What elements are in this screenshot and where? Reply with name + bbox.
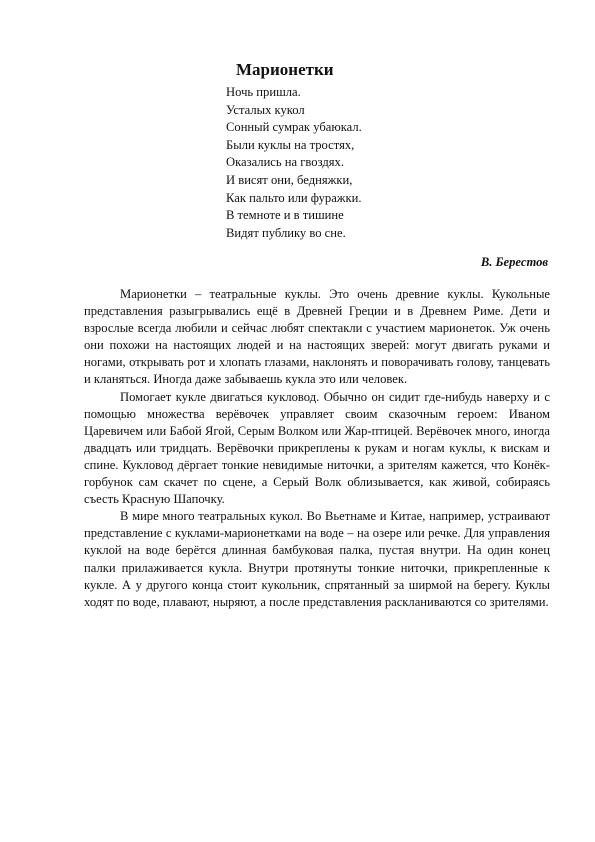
poem-line: Усталых кукол xyxy=(226,102,305,117)
document-title: Марионетки xyxy=(236,60,334,79)
poem-line: Ночь пришла. xyxy=(226,85,301,99)
paragraph: Марионетки – театральные куклы. Это очень древние куклы. Кукольные представления разыгрывались ещё в Древней Греции и в Древнем Риме. Дети и взрослые всегда любили и сейчас любят спектакли с участием марионеток. Уж очень они похожи на настоящих людей и на настоящих зверей: могут двигать руками и ногами, открывать рот и хлопать глазами, наклонять и поворачивать голову, танцевать и кланяться. Иногда даже забываешь кукла это или человек. xyxy=(84,287,550,387)
article-body xyxy=(84,286,550,611)
poem-line: Как пальто или фуражки. xyxy=(226,190,362,205)
poem-line: Сонный сумрак убаюкал. xyxy=(226,120,362,135)
paragraph: Помогает кукле двигаться кукловод. Обычно он сидит где-нибудь наверху и с помощью множества верёвочек управляет своим сказочным героем: Иваном Царевичем или Бабой Ягой, Серым Волком или Жар-птицей. Верёвочек много, иногда двадцать или тридцать. Верёвочки прикреплены к рукам и ногам куклы, к вискам и спине. Кукловод дёргает тонкие невидимые ниточки, а зрителям кажется, что Конёк-горбунок сам скачет по сцене, а Серый Волк облизывается, как живой, собираясь съесть Красную Шапочку. xyxy=(84,389,550,507)
poem-author: В. Берестов xyxy=(480,255,548,269)
poem-line: Видят публику во сне. xyxy=(226,225,346,240)
poem-line: И висят они, бедняжки, xyxy=(226,172,353,187)
poem xyxy=(226,84,362,242)
paragraph: В мире много театральных кукол. Во Вьетнаме и Китае, например, устраивают представление с куклами-марионетками на воде – на озере или речке. Для управления куклой на воде берётся длинная бамбуковая палка, пустая внутри. На один конец палки прилаживается кукла. Внутри протянуты тонкие ниточки, прикрепленные к кукле. А у другого конца стоит кукольник, спрятанный за ширмой на берегу. Куклы ходят по воде, плавают, ныряют, а после представления раскланиваются со зрителями. xyxy=(84,509,550,609)
poem-line: В темноте и в тишине xyxy=(226,208,344,223)
poem-line: Были куклы на тростях, xyxy=(226,137,355,152)
poem-line: Оказались на гвоздях. xyxy=(226,155,344,170)
